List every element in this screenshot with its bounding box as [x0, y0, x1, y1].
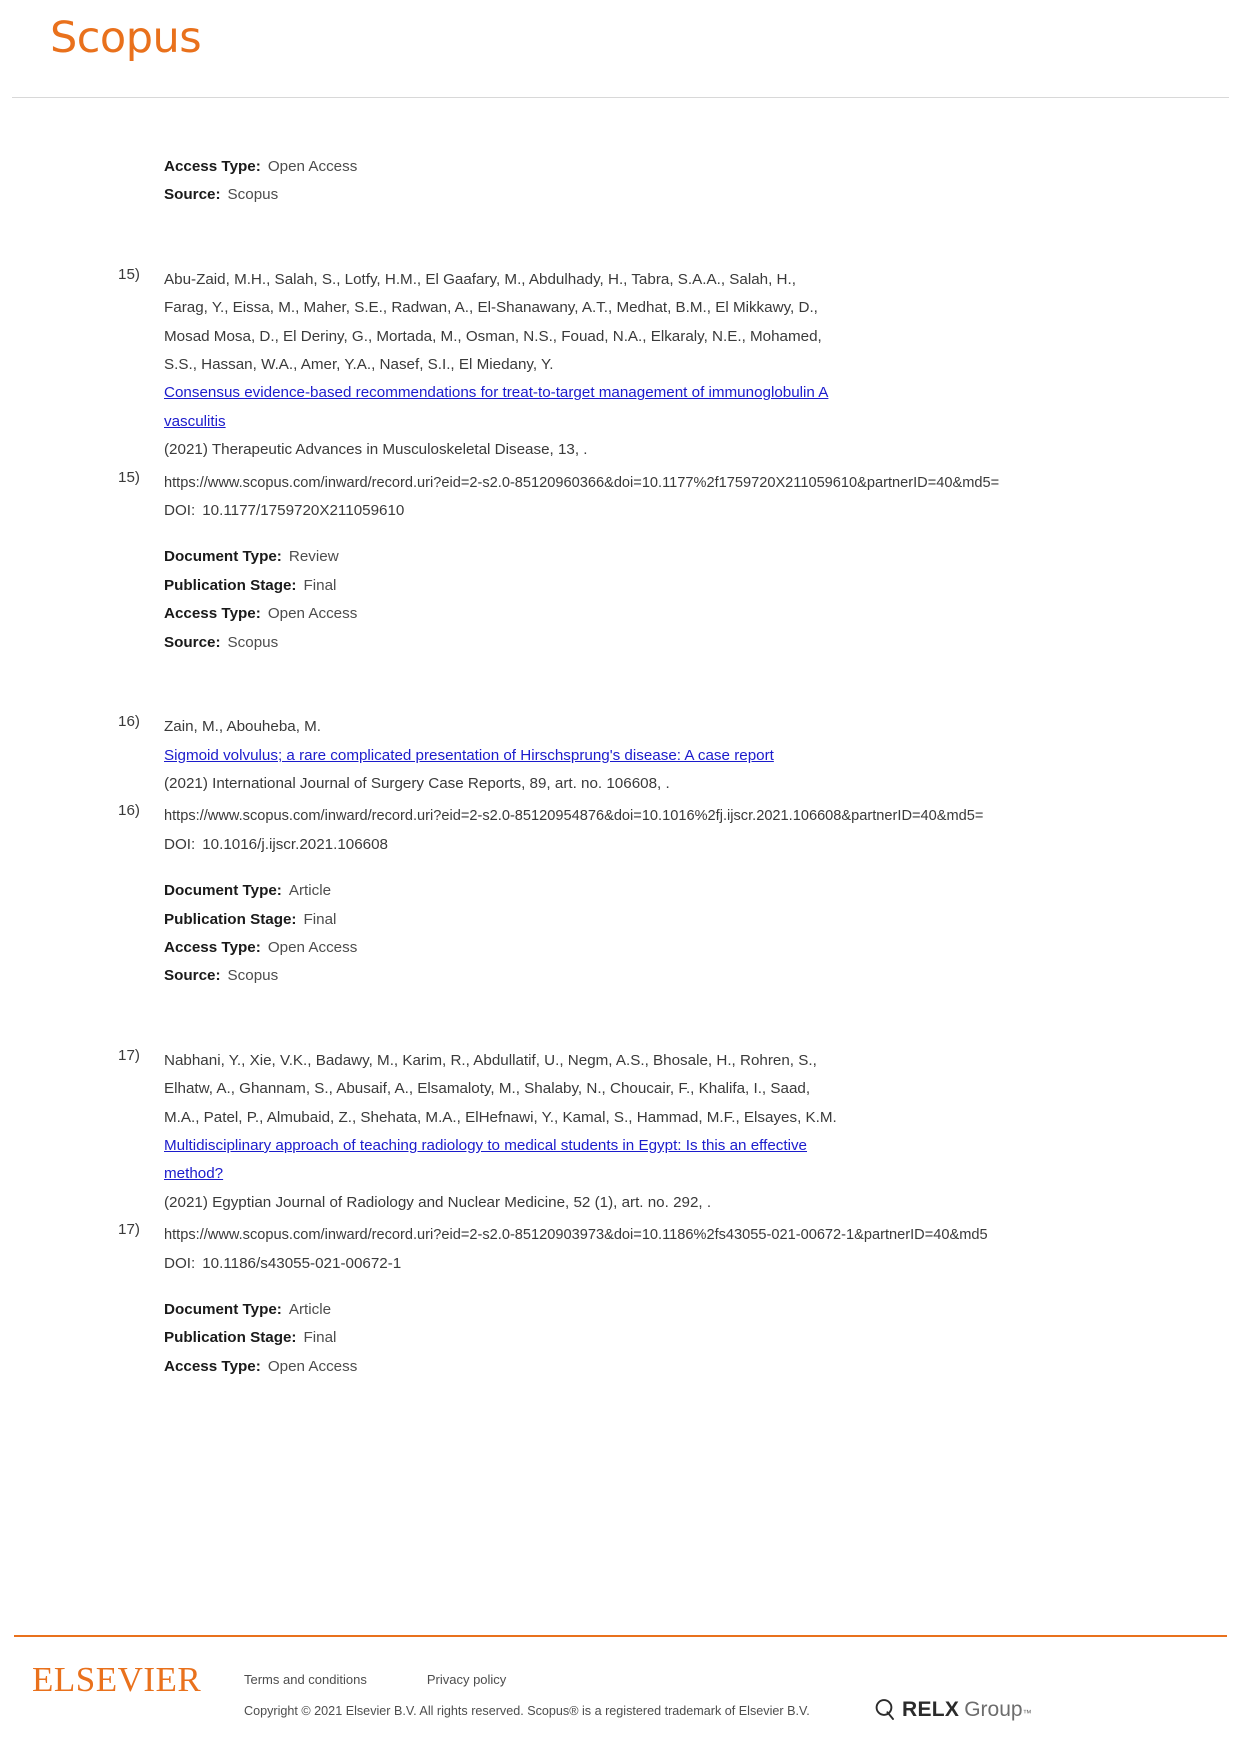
meta-row-publication-stage: [164, 1324, 1241, 1352]
meta-value-source: Scopus: [227, 633, 279, 651]
doi-label: DOI:: [164, 502, 196, 520]
meta-label-access-type: Access Type:: [164, 938, 261, 956]
footer-divider: [14, 1635, 1227, 1637]
meta-label-access-type: Access Type:: [164, 158, 261, 175]
publication-line: (2021) International Journal of Surgery Case Reports, 89, art. no. 106608, .: [164, 774, 670, 792]
meta-value-source: Scopus: [227, 186, 279, 204]
citation-url-block-17: [0, 1221, 1241, 1278]
copyright-text: Copyright © 2021 Elsevier B.V. All rights reserved. Scopus® is a registered trademark of Elsevier B.V.: [244, 1704, 810, 1718]
meta-row-publication-stage: [164, 572, 1241, 600]
authors-line: S.S., Hassan, W.A., Amer, Y.A., Nasef, S.I., El Miedany, Y.: [164, 356, 554, 374]
citation-url-block-15: [0, 469, 1241, 526]
privacy-policy-link[interactable]: Privacy policy: [426, 1672, 507, 1687]
meta-row-access-type: [164, 1353, 1241, 1381]
meta-value-access-type: Open Access: [267, 1357, 358, 1375]
meta-row-document-type: [164, 877, 1241, 905]
continued-metadata-block: [0, 153, 1241, 210]
citation-url-index-15: 15): [118, 468, 140, 486]
meta-label-document-type: Document Type:: [164, 548, 282, 566]
meta-value-access-type: Open Access: [267, 158, 358, 175]
meta-value-document-type: Article: [288, 882, 332, 900]
meta-row-document-type: [164, 1296, 1241, 1324]
citation-url-block-16: [0, 802, 1241, 859]
publication-line: (2021) Egyptian Journal of Radiology and Nuclear Medicine, 52 (1), art. no. 292, .: [164, 1193, 712, 1211]
doi-label: DOI:: [164, 835, 196, 853]
authors-line: Mosad Mosa, D., El Deriny, G., Mortada, M., Osman, N.S., Fouad, N.A., Elkaraly, N.E., Mohamed,: [164, 327, 822, 345]
meta-label-document-type: Document Type:: [164, 1301, 282, 1318]
meta-value-source: Scopus: [227, 967, 279, 985]
authors-line: Farag, Y., Eissa, M., Maher, S.E., Radwan, A., El-Shanawany, A.T., Medhat, B.M., El Mikkawy, D.,: [164, 299, 818, 317]
meta-label-source: Source:: [164, 186, 221, 204]
relx-wordmark-bold: RELX: [902, 1698, 960, 1721]
citation-title-link[interactable]: Consensus evidence-based recommendations for treat-to-target management of immunoglobulin A: [164, 384, 829, 402]
doi-label: DOI:: [164, 1254, 196, 1272]
meta-label-document-type: Document Type:: [164, 882, 282, 900]
citation-title-link[interactable]: vasculitis: [164, 412, 226, 430]
authors-line: Elhatw, A., Ghannam, S., Abusaif, A., Elsamaloty, M., Shalaby, N., Choucair, F., Khalifa, I., Saad,: [164, 1080, 811, 1098]
relx-mark-icon: [874, 1698, 896, 1720]
authors-line: M.A., Patel, P., Almubaid, Z., Shehata, M.A., ElHefnawi, Y., Kamal, S., Hammad, M.F., Elsayes, K.M.: [164, 1108, 837, 1126]
page-header: [0, 0, 1241, 98]
meta-value-access-type: Open Access: [267, 605, 358, 623]
relx-wordmark-light: Group: [964, 1698, 1023, 1721]
authors-line: Nabhani, Y., Xie, V.K., Badawy, M., Karim, R., Abdullatif, U., Negm, A.S., Bhosale, H., Rohren, S.,: [164, 1051, 817, 1069]
authors-line: Abu-Zaid, M.H., Salah, S., Lotfy, H.M., El Gaafary, M., Abdulhady, H., Tabra, S.A.A., Salah, H.,: [164, 270, 796, 288]
meta-label-source: Source:: [164, 633, 221, 651]
citation-index-17: 17): [118, 1046, 140, 1064]
citation-title-link[interactable]: method?: [164, 1165, 224, 1183]
doi-line: [164, 1250, 1241, 1278]
meta-label-publication-stage: Publication Stage:: [164, 1329, 297, 1347]
scopus-record-url[interactable]: https://www.scopus.com/inward/record.uri?eid=2-s2.0-85120954876&doi=10.1016%2fj.ijscr.2021.106608&partnerID=40&md5=: [164, 808, 984, 825]
footer-links: [244, 1672, 566, 1687]
metadata-block-17: [0, 1296, 1241, 1381]
citation-entry-17: [0, 1047, 1241, 1217]
meta-row-access-type: [164, 153, 1241, 181]
page-footer: [0, 1630, 1241, 1754]
meta-label-access-type: Access Type:: [164, 605, 261, 623]
meta-label-source: Source:: [164, 967, 221, 985]
meta-row-document-type: [164, 543, 1241, 571]
authors-line: Zain, M., Abouheba, M.: [164, 718, 322, 736]
meta-row-source: [164, 629, 1241, 657]
document-content: [0, 98, 1241, 1381]
meta-label-publication-stage: Publication Stage:: [164, 576, 297, 594]
citation-index-16: 16): [118, 713, 140, 731]
meta-row-source: [164, 962, 1241, 990]
relx-trademark-symbol: ™: [1022, 1708, 1032, 1718]
scopus-logo: Scopus: [50, 13, 202, 63]
citation-title-link[interactable]: Sigmoid volvulus; a rare complicated presentation of Hirschsprung's disease: A case report: [164, 746, 774, 764]
doi-line: [164, 497, 1241, 525]
citation-url-index-16: 16): [118, 802, 140, 820]
meta-row-source: [164, 181, 1241, 209]
citation-entry-15: [0, 266, 1241, 465]
meta-value-publication-stage: Final: [303, 910, 337, 928]
meta-value-access-type: Open Access: [267, 938, 358, 956]
metadata-block-15: [0, 543, 1241, 657]
citation-title-link[interactable]: Multidisciplinary approach of teaching radiology to medical students in Egypt: Is this an effective: [164, 1136, 808, 1154]
meta-value-document-type: Article: [288, 1301, 332, 1318]
relx-group-logo: [874, 1694, 1032, 1722]
citation-index-15: 15): [118, 265, 140, 283]
doi-value: 10.1186/s43055-021-00672-1: [202, 1254, 402, 1272]
meta-label-access-type: Access Type:: [164, 1357, 261, 1375]
scopus-record-url[interactable]: https://www.scopus.com/inward/record.uri?eid=2-s2.0-85120903973&doi=10.1186%2fs43055-021-00672-1&partnerID=40&md5: [164, 1227, 988, 1244]
citation-entry-16: [0, 713, 1241, 798]
doi-value: 10.1016/j.ijscr.2021.106608: [202, 835, 389, 853]
meta-row-access-type: [164, 600, 1241, 628]
meta-value-document-type: Review: [288, 548, 339, 566]
publication-line: (2021) Therapeutic Advances in Musculoskeletal Disease, 13, .: [164, 441, 588, 459]
doi-line: [164, 831, 1241, 859]
terms-and-conditions-link[interactable]: Terms and conditions: [244, 1672, 367, 1687]
meta-row-publication-stage: [164, 906, 1241, 934]
meta-value-publication-stage: Final: [303, 1329, 337, 1347]
meta-value-publication-stage: Final: [303, 576, 337, 594]
citation-url-index-17: 17): [118, 1221, 140, 1239]
elsevier-logo: ELSEVIER: [32, 1660, 202, 1699]
meta-row-access-type: [164, 934, 1241, 962]
meta-label-publication-stage: Publication Stage:: [164, 910, 297, 928]
doi-value: 10.1177/1759720X211059610: [202, 502, 405, 520]
metadata-block-16: [0, 877, 1241, 991]
scopus-record-url[interactable]: https://www.scopus.com/inward/record.uri?eid=2-s2.0-85120960366&doi=10.1177%2f1759720X211059610&partnerID=40&md5=: [164, 474, 1000, 491]
